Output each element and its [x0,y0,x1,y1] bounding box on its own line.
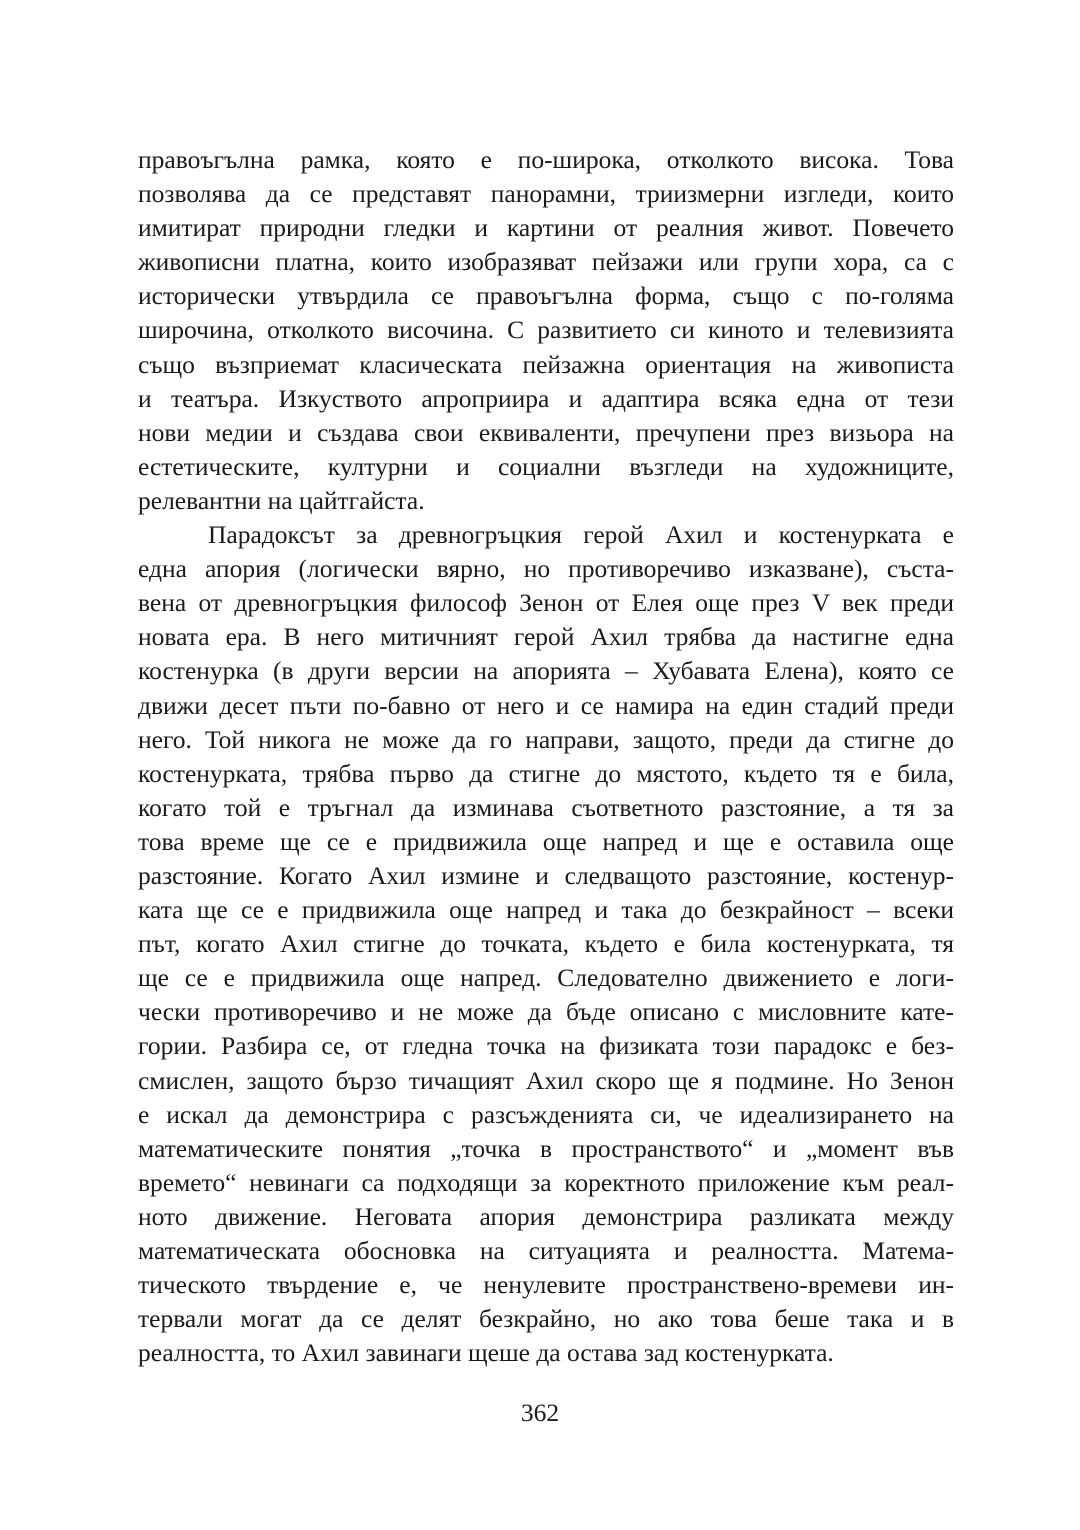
text-line: смислен, защото бързо тичащият Ахил скоро ще я подмине. Но Зенон [138,1065,954,1095]
text-line: разстояние. Когато Ахил измине и следващото разстояние, костенур- [138,860,954,890]
text-line: широчина, отколкото височина. С развитието си киното и телевизията [138,315,954,345]
text-line: костенурката, трябва първо да стигне до мястото, където тя е била, [138,758,954,788]
page-number: 362 [520,1398,560,1427]
text-line: чески противоречиво и не може да бъде описано с мисловните кате- [138,997,954,1027]
text-line: релевантни на цайтгайста. [138,485,425,515]
text-line: когато той е тръгнал да изминава съответното разстояние, а тя за [138,792,954,822]
text-line: математическата обосновка на ситуацията и реалността. Матема- [138,1236,954,1265]
text-line: ното движение. Неговата апория демонстрира разликата между [138,1201,954,1231]
paragraph [138,143,954,518]
text-line: позволява да се представят панорамни, триизмерни изгледи, които [138,179,954,209]
text-line: нови медии и създава свои еквиваленти, пречупени през визьора на [138,417,954,447]
text-line: него. Той никога не може да го направи, защото, преди да стигне до [138,724,954,754]
text-line: имитират природни гледки и картини от реалния живот. Повечето [138,213,954,243]
text-line: времето“ невинаги са подходящи за коректното приложение към реал- [138,1167,954,1197]
text-line: тервали могат да се делят безкрайно, но ако това беше така и в [138,1304,954,1334]
text-line: също възприемат класическата пейзажна ориентация на живописта [138,349,954,379]
text-line: една апория (логически вярно, но противоречиво изказване), съста- [138,554,954,584]
text-line: новата ера. В него митичният герой Ахил трябва да настигне една [138,622,954,652]
text-line: реалността, то Ахил завинаги щеше да остава зад костенурката. [138,1338,834,1368]
text-line: естетическите, културни и социални възгледи на художниците, [138,451,954,481]
text-line: е искал да демонстрира с разсъжденията си, че идеализирането на [138,1099,954,1129]
text-line: ще се е придвижила още напред. Следователно движението е логи- [138,963,954,993]
text-line: движи десет пъти по-бавно от него и се намира на един стадий преди [138,690,954,720]
text-line: ката ще се е придвижила още напред и така до безкрайност – всеки [138,895,954,925]
text-line: гории. Разбира се, от гледна точка на физиката този парадокс е без- [138,1031,954,1061]
text-line: това време ще се е придвижила още напред и ще е оставила още [138,826,954,856]
body-text [138,143,954,1370]
text-line: и театъра. Изкуството апроприира и адаптира всяка една от тези [138,383,954,413]
text-line: живописни платна, които изобразяват пейзажи или групи хора, са с [138,247,954,277]
text-line: исторически утвърдила се правоъгълна форма, също с по-голяма [138,281,954,311]
text-line: път, когато Ахил стигне до точката, където е била костенурката, тя [138,929,954,959]
text-line: вена от древногръцкия философ Зенон от Елея още през V век преди [138,588,954,618]
text-line: правоъгълна рамка, която е по-широка, отколкото висока. Това [138,145,954,174]
text-line: тическото твърдение е, че ненулевите пространствено-времеви ин- [138,1270,954,1300]
paragraph [138,518,954,1370]
text-line: Парадоксът за древногръцкия герой Ахил и костенурката е [208,520,954,550]
text-line: математическите понятия „точка в пространството“ и „момент във [138,1133,954,1163]
text-line: костенурка (в други версии на апорията – Хубавата Елена), която се [138,656,954,686]
